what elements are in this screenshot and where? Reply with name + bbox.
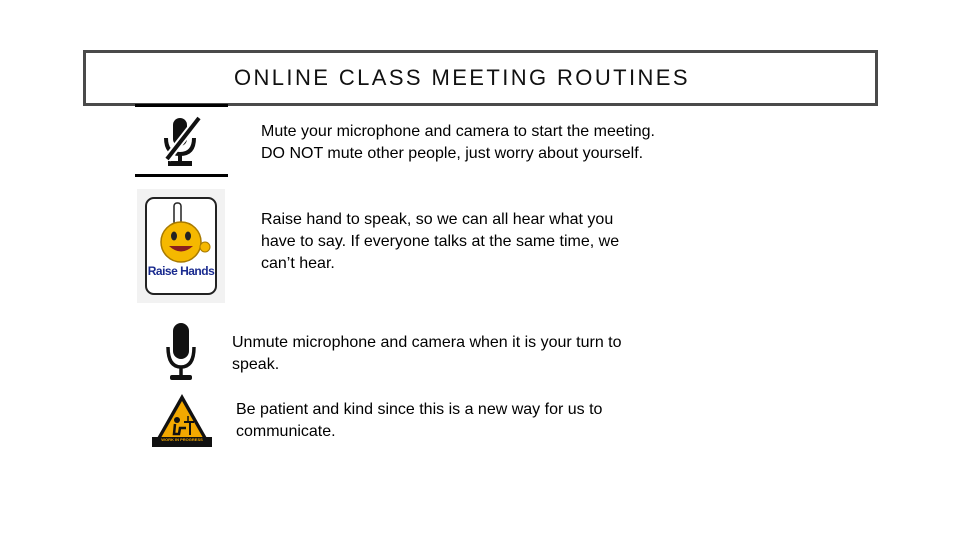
item-1-line-1: Mute your microphone and camera to start the meeting. bbox=[261, 123, 655, 140]
muted-microphone-icon bbox=[135, 104, 228, 177]
item-3-text bbox=[232, 332, 622, 376]
item-3-line-1: Unmute microphone and camera when it is your turn to bbox=[232, 334, 622, 351]
item-4-line-2: communicate. bbox=[236, 423, 336, 440]
title-box bbox=[83, 50, 878, 106]
microphone-icon bbox=[165, 321, 197, 383]
item-1-line-2: DO NOT mute other people, just worry about yourself. bbox=[261, 145, 644, 162]
item-2-line-1: Raise hand to speak, so we can all hear what you bbox=[261, 211, 614, 228]
item-4-text bbox=[236, 399, 602, 443]
raise-hands-smiley-icon bbox=[137, 189, 225, 303]
item-1-text bbox=[261, 121, 655, 165]
item-2-line-3: can’t hear. bbox=[261, 255, 335, 272]
item-4-line-1: Be patient and kind since this is a new way for us to bbox=[236, 401, 603, 418]
slide-title: ONLINE CLASS MEETING ROUTINES bbox=[234, 65, 690, 90]
work-in-progress-caption: WORK IN PROGRESS bbox=[161, 437, 203, 442]
item-2-line-2: have to say. If everyone talks at the same time, we bbox=[261, 233, 620, 250]
raise-hands-caption: Raise Hands bbox=[147, 264, 215, 278]
item-3-line-2: speak. bbox=[232, 356, 280, 373]
item-2-text bbox=[261, 209, 619, 275]
